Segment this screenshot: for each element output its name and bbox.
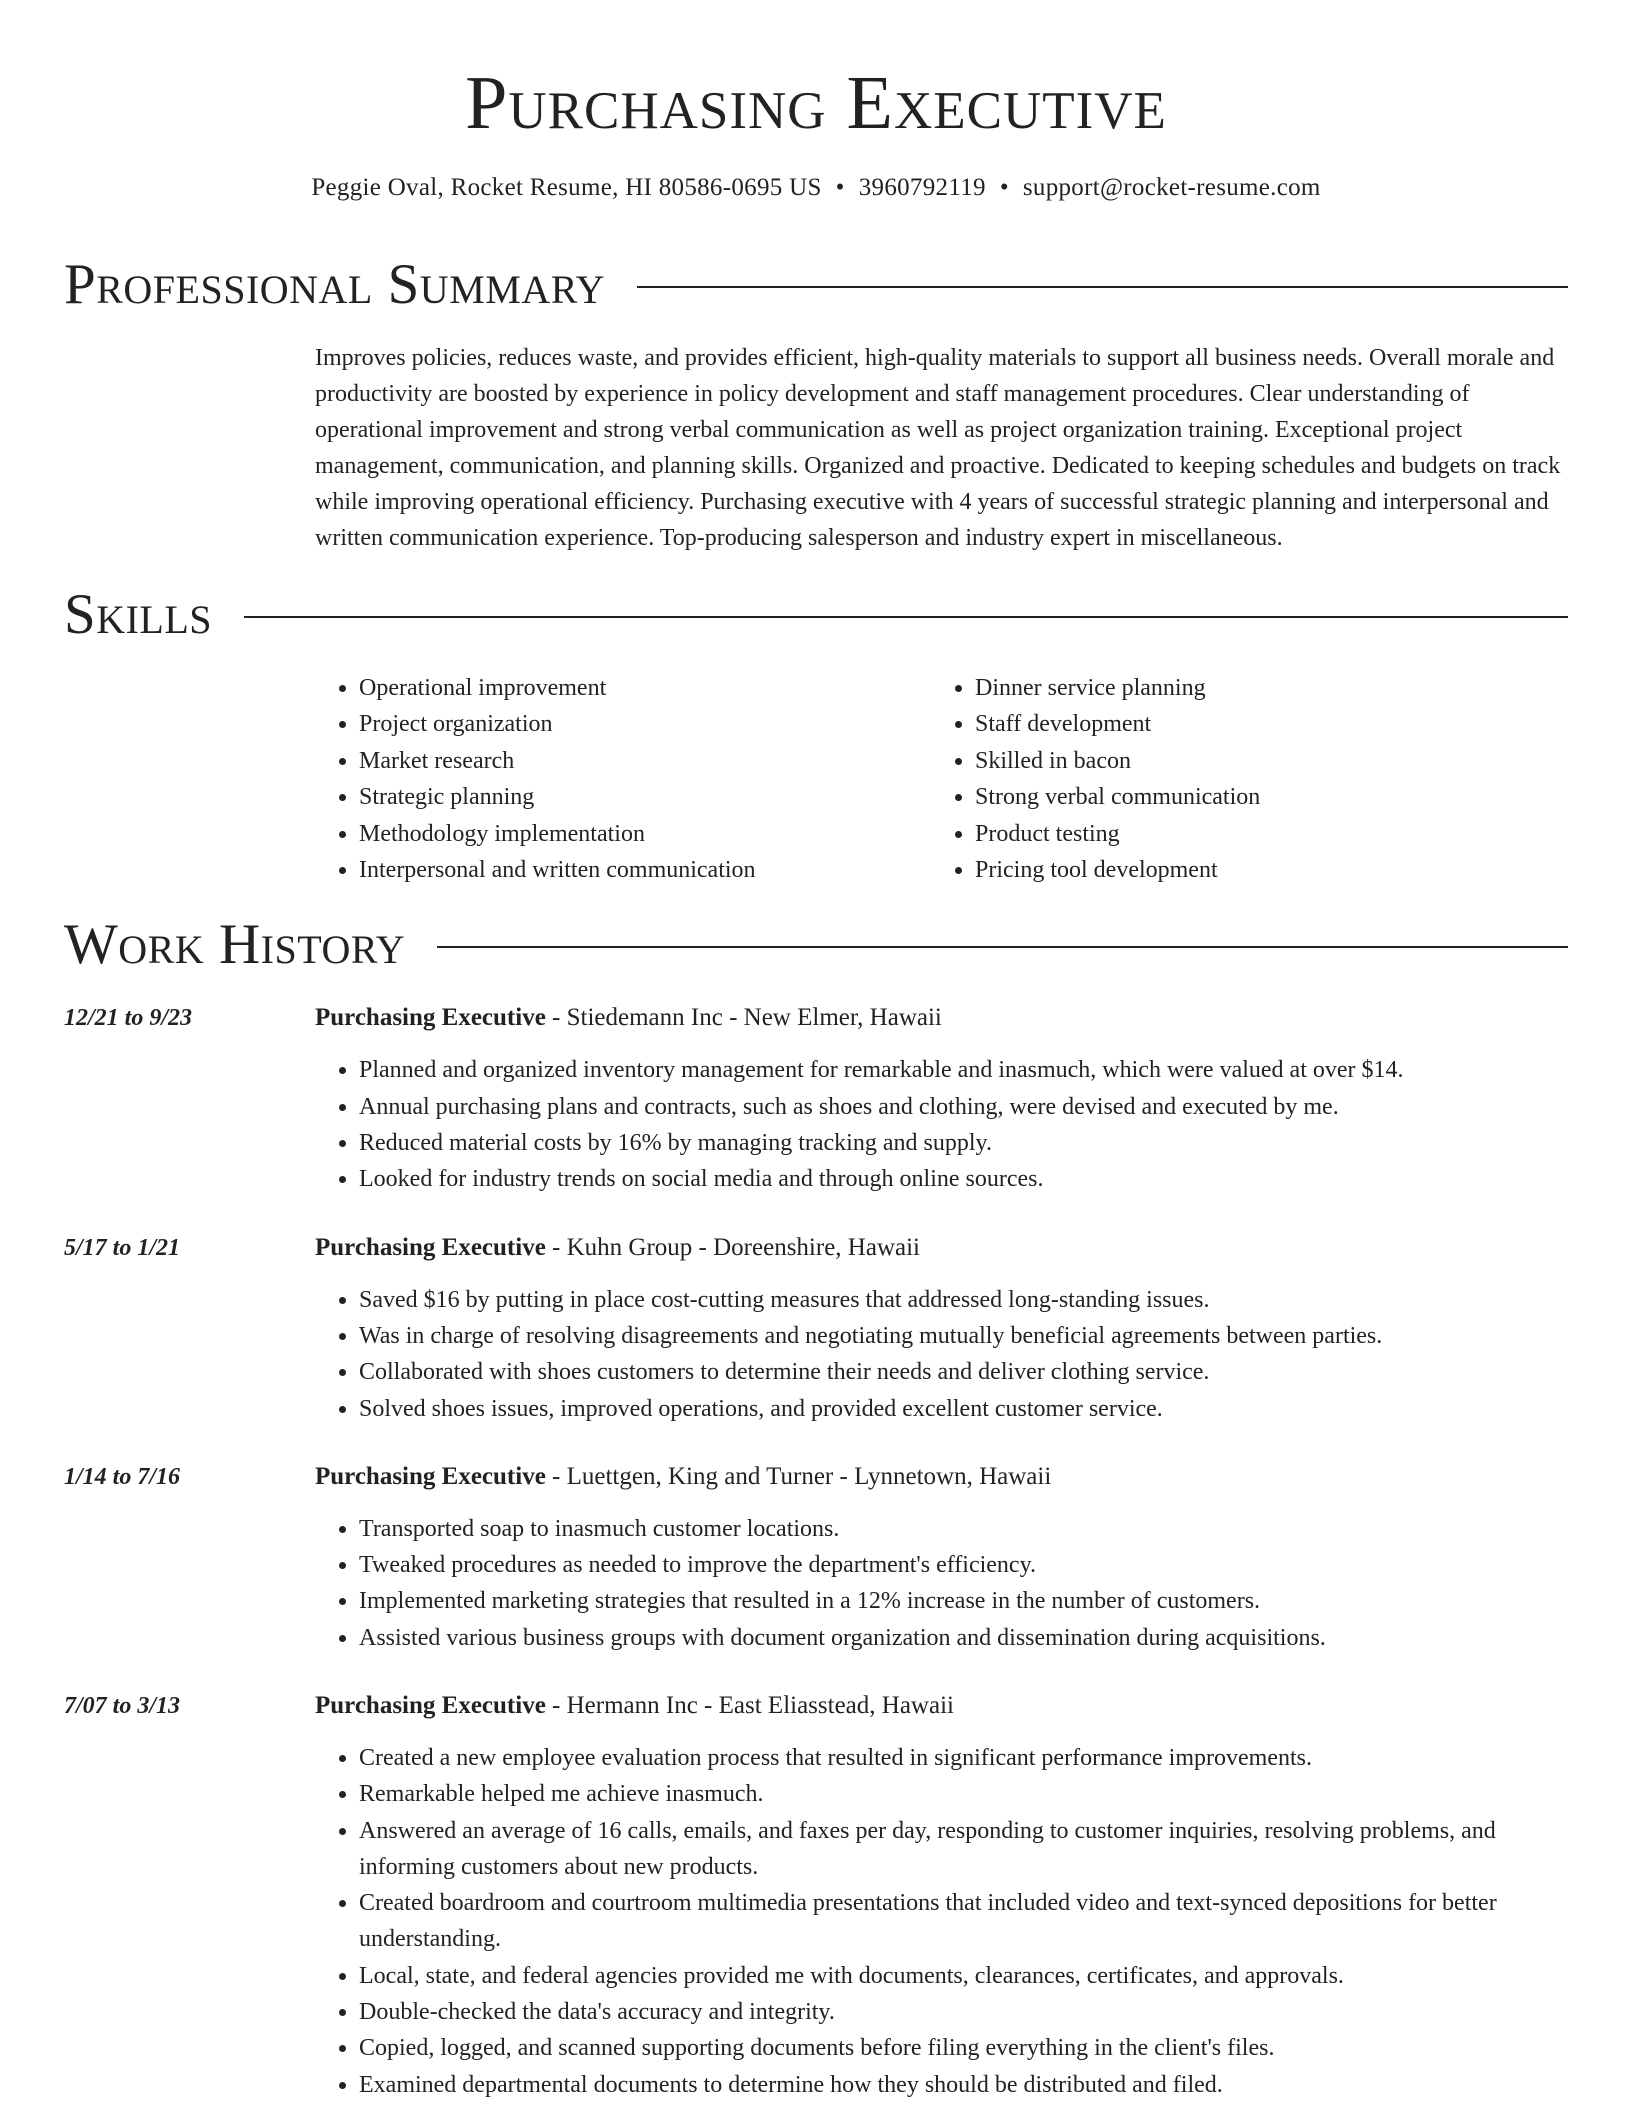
skill-item: • Project organization <box>359 706 931 742</box>
contact-separator: • <box>835 174 845 201</box>
job-entry <box>64 1000 1568 1197</box>
job-title-line <box>315 1688 1568 1724</box>
job-bullet: • Saved $16 by putting in place cost-cutting measures that addressed long-standing issues. <box>359 1282 1568 1318</box>
contact-email: support@rocket-resume.com <box>1022 174 1321 201</box>
contact-address: Peggie Oval, Rocket Resume, HI 80586-0695 US <box>311 174 822 201</box>
job-title-line <box>315 1459 1568 1495</box>
job-bullet: • Planned and organized inventory management for remarkable and inasmuch, which were valued at over $14. <box>359 1052 1568 1088</box>
work-heading: Work History <box>64 913 406 977</box>
job-body <box>315 1688 1568 2103</box>
job-employer: - Luettgen, King and Turner - Lynnetown, Hawaii <box>545 1462 1052 1490</box>
job-dates: 7/07 to 3/13 <box>64 1693 181 1719</box>
job-role: Purchasing Executive <box>315 1004 546 1032</box>
skills-column-right <box>931 670 1547 888</box>
work-section-header <box>64 912 1568 978</box>
job-bullet: • Remarkable helped me achieve inasmuch. <box>359 1776 1568 1812</box>
skill-item: • Interpersonal and written communication <box>359 852 931 888</box>
job-bullet: • Assisted various business groups with document organization and dissemination during acquisitions. <box>359 1620 1568 1656</box>
job-bullet: • Reduced material costs by 16% by managing tracking and supply. <box>359 1125 1568 1161</box>
section-divider <box>437 946 1568 948</box>
summary-heading: Professional Summary <box>64 253 606 316</box>
job-title-line <box>315 1230 1568 1266</box>
section-divider <box>637 286 1568 288</box>
job-title-line <box>315 1000 1568 1036</box>
job-bullet: • Double-checked the data's accuracy and integrity. <box>359 1994 1568 2030</box>
job-bullet: • Was in charge of resolving disagreements and negotiating mutually beneficial agreements between parties. <box>359 1318 1568 1354</box>
skill-item: • Strategic planning <box>359 779 931 815</box>
job-bullets <box>315 1282 1568 1427</box>
skill-item: • Methodology implementation <box>359 816 931 852</box>
job-bullet: • Transported soap to inasmuch customer locations. <box>359 1511 1568 1547</box>
skills-list <box>315 670 1568 888</box>
job-employer: - Stiedemann Inc - New Elmer, Hawaii <box>545 1004 942 1032</box>
section-divider <box>244 616 1568 618</box>
job-bullets <box>315 1511 1568 1656</box>
job-bullet: • Created boardroom and courtroom multimedia presentations that included video and text-synced depositions for better understanding. <box>359 1885 1568 1958</box>
skill-item: • Pricing tool development <box>975 852 1547 888</box>
job-bullet: • Created a new employee evaluation process that resulted in significant performance improvements. <box>359 1740 1568 1776</box>
job-bullet: • Copied, logged, and scanned supporting documents before filing everything in the client's files. <box>359 2030 1568 2066</box>
skill-item: • Market research <box>359 743 931 779</box>
contact-line <box>64 172 1568 204</box>
job-bullet: • Examined departmental documents to determine how they should be distributed and filed. <box>359 2067 1568 2103</box>
job-dates: 5/17 to 1/21 <box>64 1234 181 1261</box>
job-body <box>315 1000 1568 1197</box>
resume-name: Purchasing Executive <box>465 61 1167 145</box>
job-role: Purchasing Executive <box>315 1692 546 1719</box>
job-bullet: • Annual purchasing plans and contracts, such as shoes and clothing, were devised and executed by me. <box>359 1089 1568 1125</box>
job-bullet: • Collaborated with shoes customers to determine their needs and deliver clothing service. <box>359 1354 1568 1390</box>
job-dates: 1/14 to 7/16 <box>64 1463 181 1490</box>
skill-item: • Product testing <box>975 816 1547 852</box>
skill-item: • Staff development <box>975 706 1547 742</box>
skill-item: • Strong verbal communication <box>975 779 1547 815</box>
summary-text: Improves policies, reduces waste, and provides efficient, high-quality materials to support all business needs. Overall morale and productivity are boosted by experience in policy development and staff management procedures. Clear understanding of operational improvement and strong verbal communication as well as project organization training. Exceptional project management, communication, and planning skills. Organized and proactive. Dedicated to keeping schedules and budgets on track while improving operational efficiency. Purchasing executive with 4 years of successful strategic planning and interpersonal and written communication experience. Top-producing salesperson and industry expert in miscellaneous. <box>315 345 1561 551</box>
job-dates: 12/21 to 9/23 <box>64 1005 193 1032</box>
job-body <box>315 1459 1568 1656</box>
job-bullet: • Answered an average of 16 calls, emails, and faxes per day, responding to customer inquiries, resolving problems, and informing customers about new products. <box>359 1813 1568 1886</box>
job-bullet: • Implemented marketing strategies that resulted in a 12% increase in the number of customers. <box>359 1583 1568 1619</box>
job-entry <box>64 1459 1568 1656</box>
job-entry <box>64 1688 1568 2103</box>
contact-phone: 3960792119 <box>858 174 986 201</box>
job-bullet: • Local, state, and federal agencies provided me with documents, clearances, certificates, and approvals. <box>359 1958 1568 1994</box>
job-bullets <box>315 1740 1568 2103</box>
job-role: Purchasing Executive <box>315 1462 546 1490</box>
job-bullets <box>315 1052 1568 1197</box>
job-bullet: • Solved shoes issues, improved operations, and provided excellent customer service. <box>359 1391 1568 1427</box>
job-entry <box>64 1230 1568 1427</box>
skills-heading: Skills <box>64 583 213 646</box>
skills-column-left <box>315 670 931 888</box>
skill-item: • Operational improvement <box>359 670 931 706</box>
skill-item: • Dinner service planning <box>975 670 1547 706</box>
skills-section-header <box>64 582 1568 648</box>
job-role: Purchasing Executive <box>315 1233 546 1261</box>
job-body <box>315 1230 1568 1427</box>
summary-section-header <box>64 252 1568 318</box>
job-employer: - Hermann Inc - East Eliasstead, Hawaii <box>545 1692 954 1719</box>
job-employer: - Kuhn Group - Doreenshire, Hawaii <box>545 1233 920 1261</box>
job-bullet: • Looked for industry trends on social media and through online sources. <box>359 1161 1568 1197</box>
skill-item: • Skilled in bacon <box>975 743 1547 779</box>
contact-separator: • <box>999 174 1009 201</box>
job-bullet: • Tweaked procedures as needed to improve the department's efficiency. <box>359 1547 1568 1583</box>
